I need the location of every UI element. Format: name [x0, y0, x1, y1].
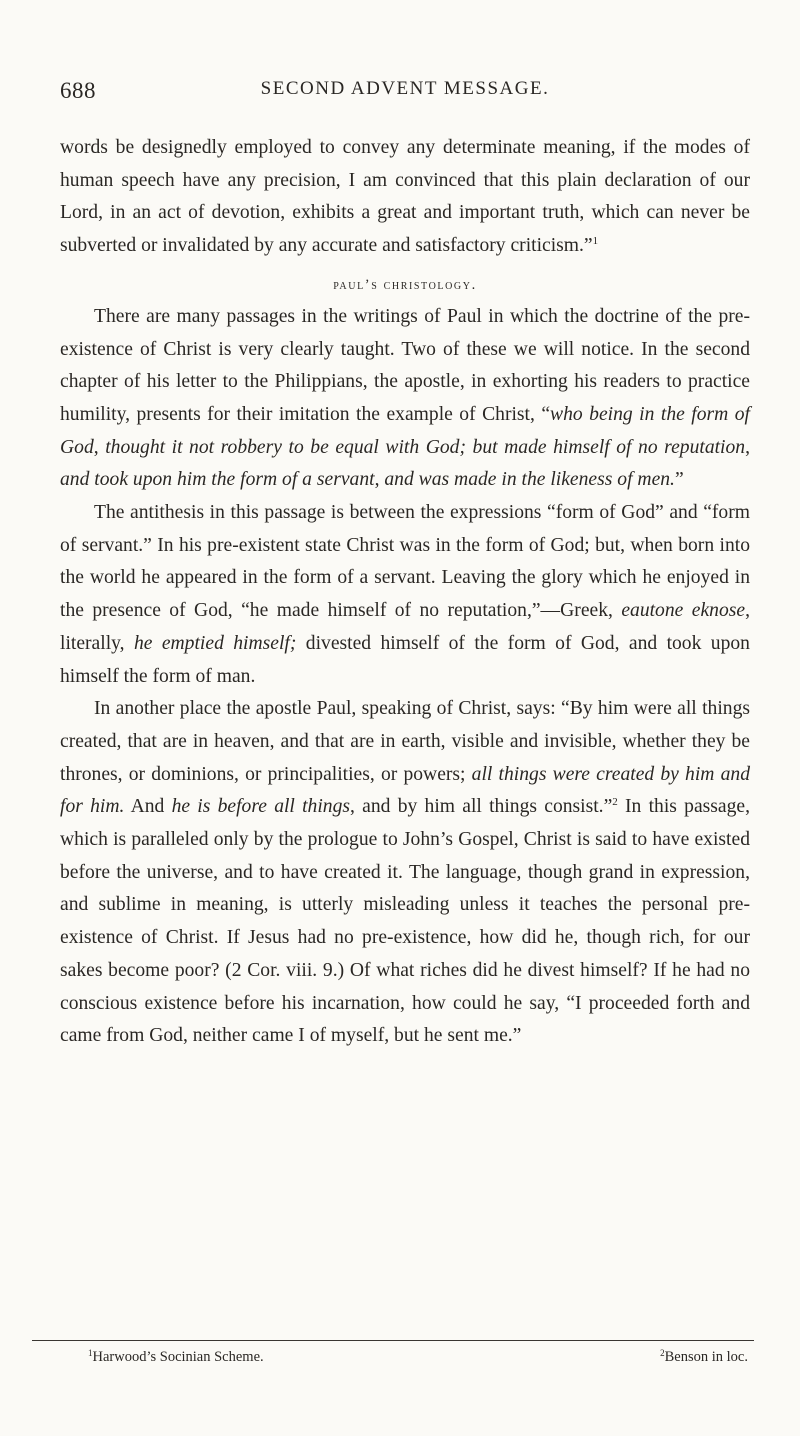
p2-italic-d: thought it not robbery to be equal with God; but made himself of no reputation: [105, 436, 746, 458]
footnote-ref-1: 1: [592, 235, 599, 248]
p2-text-a: There are many passages in the writings of Paul in which the doctrine of the pre-existence of Christ is very clearly taught. Two of these we will notice. In the second chapter of his letter to the Philippians, the apostle, in exhorting his readers to practice humility, presents for their imitation the example of Christ, “: [60, 305, 750, 425]
footnote-1-text: Harwood’s Socinian Scheme.: [92, 1349, 264, 1365]
p3-italic-d: he emptied himself;: [133, 632, 297, 654]
p2-text-i: ”: [674, 469, 684, 491]
footnote-1: [88, 1347, 264, 1367]
p4-italic-d: he is before all things: [171, 796, 351, 818]
book-page: [60, 78, 750, 1053]
p3-italic-b: eautone eknose: [621, 600, 746, 622]
footnote-divider: [32, 1340, 754, 1341]
paragraph-4: [60, 693, 750, 1053]
footnote-ref-2: 2: [612, 796, 618, 809]
p4-text-e: , and by him all things consist.”: [350, 796, 613, 818]
p2-text-g: ,: [374, 469, 385, 491]
paragraph-1: [60, 132, 750, 263]
running-title: SECOND ADVENT MESSAGE.: [260, 78, 550, 99]
p4-text-f: In this passage, which is paralleled only by the prologue to John’s Gospel, Christ is said to have existed before the universe, and to have created it. The language, though grand in expression, and sublime in meaning, is utterly misleading unless it teaches the personal pre-existence of Christ. If Jesus had no pre-existence, how did he, though rich, for our sakes become poor? (2 Cor. viii. 9.) Of what riches did he divest himself? If he had no conscious existence before his incarnation, how could he say, “I proceeded forth and came from God, neither came I of myself, but he sent me.”: [60, 796, 750, 1047]
p2-text-e: ,: [745, 436, 751, 458]
footnote-2-text: Benson in loc.: [664, 1349, 748, 1365]
p4-text-c: And: [124, 796, 172, 818]
p2-italic-f: and took upon him the form of a servant: [60, 469, 375, 491]
p2-italic-h: and was made in the likeness of men.: [384, 469, 675, 491]
p3-text-c: , literally,: [60, 600, 750, 654]
p3-text-a: The antithesis in this passage is between the expressions “form of God” and “form of servant.” In his pre-existent state Christ was in the form of God; but, when born into the world he appeared in the form of a servant. Leaving the glory which he enjoyed in the presence of God, “he made himself of no reputation,”—Greek,: [60, 502, 750, 622]
footnote-2-mark: 2: [660, 1348, 665, 1358]
page-body: [60, 132, 750, 1053]
p3-text-e: divested himself of the form of God, and took upon himself the form of man.: [60, 632, 750, 687]
paragraph-1-text: words be designedly employed to convey any determinate meaning, if the modes of human speech have any precision, I am convinced that this plain declaration of our Lord, in an act of devotion, exhibits a great and important truth, which can never be subverted or invalidated by any accurate and satisfactory criticism.”: [60, 137, 750, 257]
p4-italic-b: all things were created by him and for him.: [60, 763, 750, 818]
p4-text-a: In another place the apostle Paul, speaking of Christ, says: “By him were all things created, that are in heaven, and that are in earth, visible and invisible, whether they be thrones, or dominions, or principalities, or powers;: [60, 698, 750, 785]
section-heading: paul’s christology.: [333, 276, 477, 293]
paragraph-2: [60, 301, 750, 497]
page-header: [60, 78, 750, 112]
paragraph-3: [60, 497, 750, 693]
p2-text-c: ,: [93, 436, 106, 458]
p2-italic-b: who being in the form of God: [60, 403, 750, 458]
page-number: 688: [60, 78, 96, 103]
footnote-1-mark: 1: [88, 1348, 93, 1358]
footnote-2: [660, 1347, 748, 1367]
